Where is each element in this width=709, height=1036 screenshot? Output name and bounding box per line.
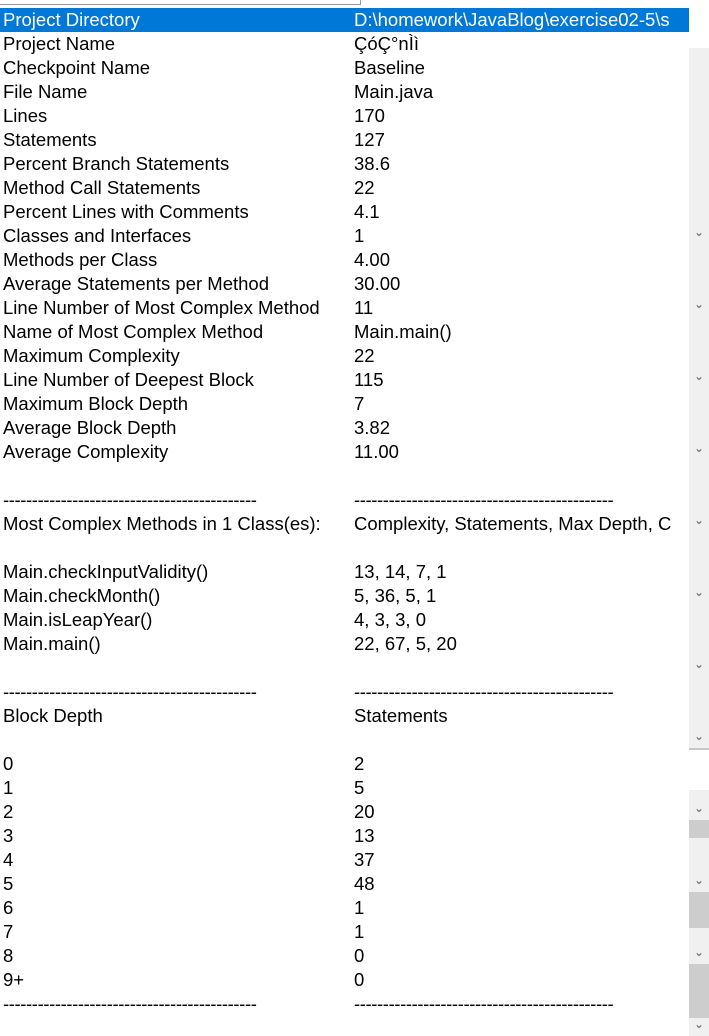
metric-label: Average Block Depth: [3, 417, 177, 438]
metric-row[interactable]: [0, 176, 689, 200]
metric-label: 3: [3, 825, 14, 846]
metric-value: 30.00: [354, 273, 401, 294]
metric-label: 6: [3, 897, 14, 918]
chevron-down-icon[interactable]: ⌄: [693, 801, 705, 815]
metric-row[interactable]: [0, 440, 689, 464]
chevron-down-icon[interactable]: ⌄: [693, 297, 705, 311]
metric-label: Average Complexity: [3, 441, 169, 462]
metric-row[interactable]: [0, 800, 689, 824]
metric-row[interactable]: [0, 944, 689, 968]
metric-label: Statements: [3, 129, 97, 150]
chevron-down-icon[interactable]: ⌄: [693, 585, 705, 599]
metric-label: 1: [3, 777, 14, 798]
metric-row[interactable]: [0, 416, 689, 440]
divider-line: ---------------------------------------------: [354, 681, 614, 702]
metric-value: 0: [354, 969, 365, 990]
metric-value: 0: [354, 945, 365, 966]
metric-label: Maximum Block Depth: [3, 393, 189, 414]
divider-line: ---------------------------------------------: [354, 993, 614, 1014]
metric-label: Maximum Complexity: [3, 345, 180, 366]
metric-label: 8: [3, 945, 14, 966]
metric-value: 37: [354, 849, 375, 870]
metric-row[interactable]: [0, 608, 689, 632]
metric-label: 5: [3, 873, 14, 894]
metric-value: 170: [354, 105, 385, 126]
metric-value: 4.1: [354, 201, 380, 222]
metric-value: 22: [354, 345, 375, 366]
divider-row[interactable]: [0, 488, 689, 512]
metric-value: 1: [354, 921, 365, 942]
metric-value: 11: [354, 297, 374, 318]
metric-row[interactable]: [0, 536, 689, 560]
metric-row[interactable]: [0, 296, 689, 320]
metric-row[interactable]: [0, 248, 689, 272]
metric-label: Line Number of Deepest Block: [3, 369, 254, 390]
header-border: [0, 0, 689, 8]
divider-line: --------------------------------------------: [3, 993, 257, 1014]
chevron-down-icon[interactable]: ⌄: [693, 441, 705, 455]
metric-row[interactable]: [0, 104, 689, 128]
metric-value: 5: [354, 777, 365, 798]
divider-row[interactable]: [0, 680, 689, 704]
metric-row[interactable]: [0, 368, 689, 392]
metric-row[interactable]: [0, 152, 689, 176]
chevron-down-icon[interactable]: ⌄: [693, 729, 705, 743]
metric-row[interactable]: [0, 560, 689, 584]
divider-row[interactable]: [0, 992, 689, 1016]
metric-value: 48: [354, 873, 375, 894]
metric-value: D:\homework\JavaBlog\exercise02-5\s: [354, 9, 670, 30]
metric-label: Classes and Interfaces: [3, 225, 192, 246]
chevron-down-icon[interactable]: ⌄: [693, 369, 705, 383]
metric-value: 127: [354, 129, 385, 150]
metric-value: Statements: [354, 705, 448, 726]
metric-value: 1: [354, 225, 365, 246]
metric-label: Line Number of Most Complex Method: [3, 297, 320, 318]
scrollbar-thumb[interactable]: [689, 964, 709, 1018]
metric-value: 13: [354, 825, 375, 846]
metric-value: 38.6: [354, 153, 391, 174]
metric-value: 22: [354, 177, 375, 198]
metric-row[interactable]: [0, 224, 689, 248]
metric-value: 115: [354, 369, 384, 390]
metric-label: Main.checkMonth(): [3, 585, 161, 606]
chevron-down-icon[interactable]: ⌄: [693, 873, 705, 887]
metric-row[interactable]: [0, 704, 689, 728]
metric-label: Project Directory: [3, 9, 140, 30]
metric-label: Block Depth: [3, 705, 103, 726]
metric-label: 9+: [3, 969, 25, 990]
metric-value: 7: [354, 393, 365, 414]
metric-row[interactable]: [0, 752, 689, 776]
metric-row[interactable]: [0, 464, 689, 488]
metric-row[interactable]: [0, 632, 689, 656]
metric-value: 4, 3, 3, 0: [354, 609, 426, 630]
divider-line: --------------------------------------------: [3, 489, 257, 510]
metric-value: 5, 36, 5, 1: [354, 585, 437, 606]
metric-row[interactable]: [0, 776, 689, 800]
metric-label: 7: [3, 921, 14, 942]
metric-value: 11.00: [354, 441, 399, 462]
metric-value: 22, 67, 5, 20: [354, 633, 457, 654]
metric-label: Most Complex Methods in 1 Class(es):: [3, 513, 321, 534]
metric-row[interactable]: [0, 32, 689, 56]
metric-value: 4.00: [354, 249, 391, 270]
metric-row[interactable]: [0, 392, 689, 416]
metric-row[interactable]: [0, 920, 689, 944]
metric-value: 1: [354, 897, 365, 918]
metric-value: ÇóÇ°nÌì: [354, 33, 419, 54]
scrollbar-thumb[interactable]: [689, 892, 709, 928]
metric-row[interactable]: [0, 824, 689, 848]
metric-value: 13, 14, 7, 1: [354, 561, 447, 582]
metric-value: 2: [354, 753, 365, 774]
metric-row[interactable]: [0, 512, 689, 536]
metric-label: Project Name: [3, 33, 116, 54]
metric-row[interactable]: [0, 200, 689, 224]
metric-value: Baseline: [354, 57, 425, 78]
metric-row[interactable]: [0, 344, 689, 368]
metric-row[interactable]: [0, 56, 689, 80]
metric-value: 3.82: [354, 417, 391, 438]
metric-row[interactable]: [0, 8, 689, 32]
metric-label: Main.isLeapYear(): [3, 609, 153, 630]
metric-value: Complexity, Statements, Max Depth, C: [354, 513, 672, 534]
metric-label: Lines: [3, 105, 48, 126]
metric-label: Percent Branch Statements: [3, 153, 230, 174]
metric-label: 4: [3, 849, 14, 870]
metric-row[interactable]: [0, 584, 689, 608]
metric-label: Percent Lines with Comments: [3, 201, 249, 222]
metric-row[interactable]: [0, 320, 689, 344]
metric-value: Main.java: [354, 81, 434, 102]
vertical-scrollbar[interactable]: [689, 0, 709, 1036]
divider-line: --------------------------------------------: [3, 681, 257, 702]
metric-row[interactable]: [0, 272, 689, 296]
metric-row[interactable]: [0, 896, 689, 920]
metrics-list: [0, 8, 689, 1016]
metric-label: Checkpoint Name: [3, 57, 151, 78]
metric-label: Methods per Class: [3, 249, 158, 270]
metric-label: Main.checkInputValidity(): [3, 561, 209, 582]
metric-row[interactable]: [0, 656, 689, 680]
scrollbar-thumb[interactable]: [689, 820, 709, 838]
metric-label: 0: [3, 753, 14, 774]
metric-row[interactable]: [0, 848, 689, 872]
chevron-down-icon[interactable]: ⌄: [693, 1017, 705, 1031]
chevron-down-icon[interactable]: ⌄: [693, 657, 705, 671]
metric-row[interactable]: [0, 728, 689, 752]
divider-line: ---------------------------------------------: [354, 489, 614, 510]
metric-value: Main.main(): [354, 321, 452, 342]
chevron-down-icon[interactable]: ⌄: [693, 945, 705, 959]
metric-label: 2: [3, 801, 14, 822]
metric-label: Method Call Statements: [3, 177, 201, 198]
metric-value: 20: [354, 801, 375, 822]
chevron-down-icon[interactable]: ⌄: [693, 225, 705, 239]
metric-label: File Name: [3, 81, 88, 102]
metric-label: Main.main(): [3, 633, 101, 654]
metric-row[interactable]: [0, 872, 689, 896]
metric-label: Average Statements per Method: [3, 273, 270, 294]
chevron-down-icon[interactable]: ⌄: [693, 513, 705, 527]
metric-row[interactable]: [0, 968, 689, 992]
metric-row[interactable]: [0, 128, 689, 152]
metric-label: Name of Most Complex Method: [3, 321, 264, 342]
metric-row[interactable]: [0, 80, 689, 104]
